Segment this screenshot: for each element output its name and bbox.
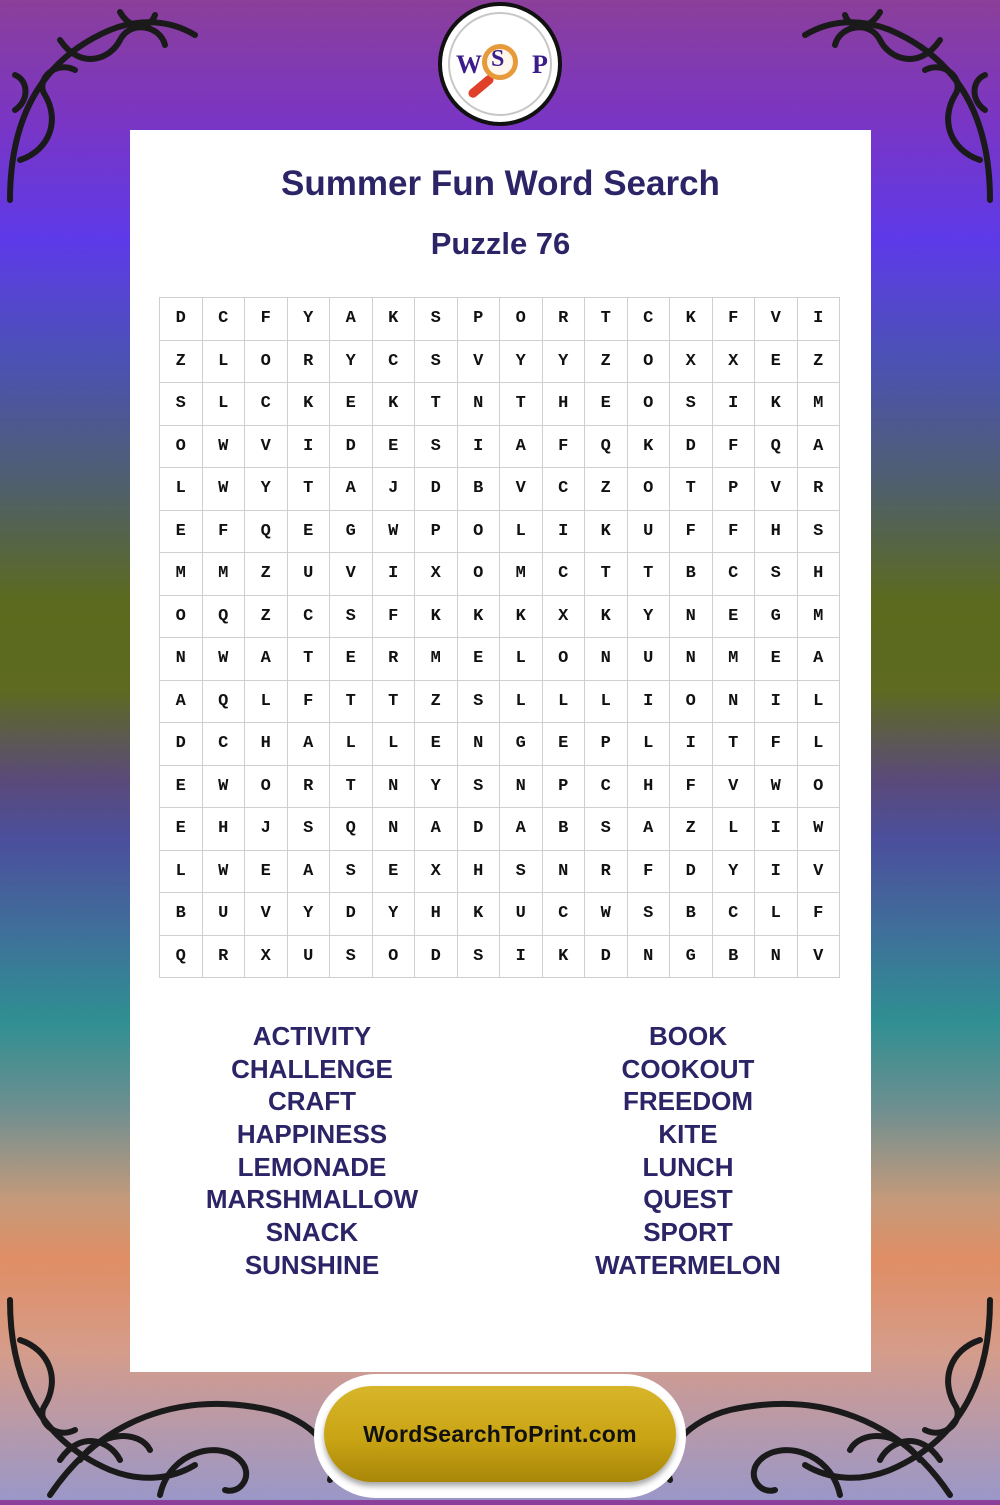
grid-cell[interactable]: F bbox=[288, 681, 331, 724]
grid-cell[interactable]: Q bbox=[160, 936, 203, 979]
word-item: BOOK bbox=[649, 1021, 727, 1051]
word-list-left bbox=[147, 1020, 477, 1282]
grid-cell[interactable]: L bbox=[203, 341, 246, 384]
word-item: MARSHMALLOW bbox=[205, 1184, 419, 1215]
grid-cell[interactable]: S bbox=[798, 511, 841, 554]
grid-cell[interactable]: A bbox=[628, 808, 671, 851]
grid-cell[interactable]: E bbox=[160, 808, 203, 851]
grid-cell[interactable]: M bbox=[203, 553, 246, 596]
grid-cell[interactable]: P bbox=[585, 723, 628, 766]
grid-cell[interactable]: E bbox=[373, 851, 416, 894]
grid-cell[interactable]: F bbox=[373, 596, 416, 639]
grid-cell[interactable]: W bbox=[373, 511, 416, 554]
grid-cell[interactable]: C bbox=[585, 766, 628, 809]
page-title: Summer Fun Word Search bbox=[281, 164, 720, 203]
grid-cell[interactable]: O bbox=[500, 298, 543, 341]
grid-cell[interactable]: L bbox=[330, 723, 373, 766]
grid-cell[interactable]: N bbox=[628, 936, 671, 979]
grid-cell[interactable]: K bbox=[415, 596, 458, 639]
grid-cell[interactable]: Z bbox=[798, 341, 841, 384]
word-item: HAPPINESS bbox=[236, 1119, 388, 1150]
grid-cell[interactable]: U bbox=[628, 638, 671, 681]
grid-cell[interactable]: R bbox=[585, 851, 628, 894]
grid-cell[interactable]: D bbox=[330, 893, 373, 936]
site-badge-frame bbox=[314, 1374, 686, 1498]
grid-cell[interactable]: S bbox=[330, 851, 373, 894]
grid-cell[interactable]: L bbox=[500, 511, 543, 554]
grid-cell[interactable]: E bbox=[543, 723, 586, 766]
grid-cell[interactable]: O bbox=[670, 681, 713, 724]
grid-cell[interactable]: V bbox=[713, 766, 756, 809]
grid-cell[interactable]: H bbox=[415, 893, 458, 936]
grid-cell[interactable]: A bbox=[330, 298, 373, 341]
grid-cell[interactable]: N bbox=[500, 766, 543, 809]
grid-cell[interactable]: W bbox=[798, 808, 841, 851]
grid-cell[interactable]: R bbox=[798, 468, 841, 511]
grid-cell[interactable]: Z bbox=[415, 681, 458, 724]
grid-cell[interactable]: Z bbox=[670, 808, 713, 851]
grid-cell[interactable]: V bbox=[500, 468, 543, 511]
grid-cell[interactable]: I bbox=[543, 511, 586, 554]
word-item: CRAFT bbox=[267, 1086, 357, 1117]
grid-cell[interactable]: H bbox=[245, 723, 288, 766]
grid-cell[interactable]: L bbox=[245, 681, 288, 724]
grid-cell[interactable]: A bbox=[288, 851, 331, 894]
grid-cell[interactable]: F bbox=[670, 766, 713, 809]
grid-cell[interactable]: B bbox=[670, 893, 713, 936]
grid-cell[interactable]: K bbox=[373, 298, 416, 341]
grid-cell[interactable]: C bbox=[373, 341, 416, 384]
grid-cell[interactable]: I bbox=[755, 681, 798, 724]
grid-cell[interactable]: E bbox=[160, 511, 203, 554]
word-item: LEMONADE bbox=[237, 1151, 387, 1182]
grid-cell[interactable]: N bbox=[458, 383, 501, 426]
grid-cell[interactable]: D bbox=[670, 851, 713, 894]
grid-cell[interactable]: Z bbox=[585, 341, 628, 384]
grid-cell[interactable]: T bbox=[585, 553, 628, 596]
grid-cell[interactable]: V bbox=[330, 553, 373, 596]
grid-cell[interactable]: G bbox=[755, 596, 798, 639]
grid-cell[interactable]: H bbox=[755, 511, 798, 554]
logo-letter-w: W bbox=[456, 50, 482, 79]
grid-cell[interactable]: R bbox=[288, 766, 331, 809]
grid-cell[interactable]: Q bbox=[330, 808, 373, 851]
grid-cell[interactable]: P bbox=[543, 766, 586, 809]
grid-cell[interactable]: I bbox=[798, 298, 841, 341]
grid-cell[interactable]: W bbox=[203, 468, 246, 511]
grid-cell[interactable]: N bbox=[373, 808, 416, 851]
grid-cell[interactable]: O bbox=[160, 426, 203, 469]
grid-cell[interactable]: S bbox=[458, 936, 501, 979]
grid-cell[interactable]: S bbox=[585, 808, 628, 851]
grid-cell[interactable]: K bbox=[543, 936, 586, 979]
grid-cell[interactable]: Q bbox=[203, 596, 246, 639]
grid-cell[interactable]: N bbox=[585, 638, 628, 681]
grid-cell[interactable]: X bbox=[415, 851, 458, 894]
grid-cell[interactable]: F bbox=[245, 298, 288, 341]
grid-cell[interactable]: V bbox=[245, 893, 288, 936]
grid-cell[interactable]: H bbox=[458, 851, 501, 894]
grid-cell[interactable]: S bbox=[330, 596, 373, 639]
grid-cell[interactable]: N bbox=[713, 681, 756, 724]
grid-cell[interactable]: M bbox=[500, 553, 543, 596]
logo-letter-p: P bbox=[532, 50, 548, 79]
grid-cell[interactable]: Y bbox=[543, 341, 586, 384]
grid-cell[interactable]: T bbox=[288, 638, 331, 681]
grid-cell[interactable]: E bbox=[755, 341, 798, 384]
grid-cell[interactable]: L bbox=[713, 808, 756, 851]
grid-cell[interactable]: V bbox=[245, 426, 288, 469]
grid-cell[interactable]: J bbox=[245, 808, 288, 851]
grid-cell[interactable]: A bbox=[245, 638, 288, 681]
grid-cell[interactable]: E bbox=[160, 766, 203, 809]
grid-cell[interactable]: D bbox=[160, 723, 203, 766]
grid-cell[interactable]: L bbox=[628, 723, 671, 766]
grid-cell[interactable]: K bbox=[585, 596, 628, 639]
grid-cell[interactable]: D bbox=[415, 936, 458, 979]
grid-cell[interactable]: D bbox=[330, 426, 373, 469]
grid-cell[interactable]: O bbox=[798, 766, 841, 809]
logo-letter-s: S bbox=[491, 46, 505, 72]
grid-cell[interactable]: S bbox=[288, 808, 331, 851]
grid-cell[interactable]: C bbox=[543, 468, 586, 511]
grid-cell[interactable]: N bbox=[543, 851, 586, 894]
letter-grid bbox=[159, 297, 840, 978]
grid-cell[interactable]: W bbox=[203, 851, 246, 894]
grid-cell[interactable]: T bbox=[373, 681, 416, 724]
grid-cell[interactable]: A bbox=[415, 808, 458, 851]
word-item: LUNCH bbox=[642, 1151, 734, 1182]
grid-cell[interactable]: Y bbox=[713, 851, 756, 894]
grid-cell[interactable]: M bbox=[713, 638, 756, 681]
grid-cell[interactable]: Q bbox=[755, 426, 798, 469]
grid-cell[interactable]: E bbox=[585, 383, 628, 426]
grid-cell[interactable]: G bbox=[670, 936, 713, 979]
grid-cell[interactable]: Z bbox=[585, 468, 628, 511]
grid-cell[interactable]: N bbox=[755, 936, 798, 979]
grid-cell[interactable]: O bbox=[458, 511, 501, 554]
grid-cell[interactable]: U bbox=[500, 893, 543, 936]
grid-cell[interactable]: E bbox=[245, 851, 288, 894]
grid-cell[interactable]: O bbox=[245, 766, 288, 809]
grid-cell[interactable]: A bbox=[798, 638, 841, 681]
grid-cell[interactable]: I bbox=[628, 681, 671, 724]
grid-cell[interactable]: Z bbox=[245, 553, 288, 596]
grid-cell[interactable]: T bbox=[670, 468, 713, 511]
grid-cell[interactable]: T bbox=[500, 383, 543, 426]
grid-cell[interactable]: U bbox=[288, 553, 331, 596]
word-list-right bbox=[523, 1020, 853, 1282]
grid-cell[interactable]: D bbox=[458, 808, 501, 851]
grid-cell[interactable]: M bbox=[798, 596, 841, 639]
grid-cell[interactable]: T bbox=[415, 383, 458, 426]
grid-cell[interactable]: F bbox=[670, 511, 713, 554]
grid-cell[interactable]: D bbox=[415, 468, 458, 511]
grid-cell[interactable]: U bbox=[203, 893, 246, 936]
grid-cell[interactable]: K bbox=[288, 383, 331, 426]
grid-cell[interactable]: W bbox=[585, 893, 628, 936]
grid-cell[interactable]: E bbox=[330, 638, 373, 681]
grid-cell[interactable]: K bbox=[670, 298, 713, 341]
grid-cell[interactable]: Z bbox=[160, 341, 203, 384]
grid-cell[interactable]: F bbox=[713, 511, 756, 554]
grid-cell[interactable]: I bbox=[755, 808, 798, 851]
grid-cell[interactable]: J bbox=[373, 468, 416, 511]
grid-cell[interactable]: D bbox=[585, 936, 628, 979]
grid-cell[interactable]: C bbox=[203, 723, 246, 766]
grid-cell[interactable]: I bbox=[288, 426, 331, 469]
grid-cell[interactable]: L bbox=[160, 468, 203, 511]
grid-cell[interactable]: Y bbox=[500, 341, 543, 384]
grid-cell[interactable]: S bbox=[330, 936, 373, 979]
grid-cell[interactable]: T bbox=[330, 766, 373, 809]
grid-cell[interactable]: X bbox=[670, 341, 713, 384]
puzzle-number: Puzzle 76 bbox=[430, 226, 571, 261]
grid-cell[interactable]: W bbox=[203, 638, 246, 681]
grid-cell[interactable]: R bbox=[203, 936, 246, 979]
puzzle-card bbox=[130, 130, 871, 1372]
grid-cell[interactable]: C bbox=[543, 553, 586, 596]
grid-cell[interactable]: N bbox=[670, 638, 713, 681]
grid-cell[interactable]: T bbox=[628, 553, 671, 596]
grid-cell[interactable]: Y bbox=[288, 893, 331, 936]
grid-cell[interactable]: T bbox=[288, 468, 331, 511]
grid-cell[interactable]: L bbox=[755, 893, 798, 936]
grid-cell[interactable]: F bbox=[628, 851, 671, 894]
grid-cell[interactable]: O bbox=[458, 553, 501, 596]
grid-cell[interactable]: B bbox=[160, 893, 203, 936]
wsp-logo bbox=[438, 2, 562, 126]
grid-cell[interactable]: N bbox=[670, 596, 713, 639]
word-item: KITE bbox=[658, 1119, 718, 1150]
grid-cell[interactable]: O bbox=[628, 383, 671, 426]
grid-cell[interactable]: K bbox=[500, 596, 543, 639]
grid-cell[interactable]: I bbox=[458, 426, 501, 469]
grid-cell[interactable]: E bbox=[415, 723, 458, 766]
grid-cell[interactable]: S bbox=[458, 766, 501, 809]
grid-cell[interactable]: Y bbox=[373, 893, 416, 936]
grid-cell[interactable]: F bbox=[755, 723, 798, 766]
grid-cell[interactable]: M bbox=[160, 553, 203, 596]
grid-cell[interactable]: L bbox=[160, 851, 203, 894]
grid-cell[interactable]: A bbox=[500, 426, 543, 469]
word-item: WATERMELON bbox=[595, 1249, 781, 1280]
grid-cell[interactable]: W bbox=[755, 766, 798, 809]
word-item: QUEST bbox=[643, 1184, 733, 1215]
grid-cell[interactable]: G bbox=[500, 723, 543, 766]
grid-cell[interactable]: L bbox=[798, 681, 841, 724]
grid-cell[interactable]: Y bbox=[415, 766, 458, 809]
grid-cell[interactable]: D bbox=[160, 298, 203, 341]
grid-cell[interactable]: Y bbox=[330, 341, 373, 384]
grid-cell[interactable]: S bbox=[415, 298, 458, 341]
grid-cell[interactable]: R bbox=[543, 298, 586, 341]
grid-cell[interactable]: Z bbox=[245, 596, 288, 639]
grid-cell[interactable]: C bbox=[628, 298, 671, 341]
grid-cell[interactable]: L bbox=[500, 681, 543, 724]
grid-cell[interactable]: S bbox=[415, 341, 458, 384]
grid-cell[interactable]: E bbox=[755, 638, 798, 681]
grid-cell[interactable]: X bbox=[415, 553, 458, 596]
grid-cell[interactable]: H bbox=[798, 553, 841, 596]
grid-cell[interactable]: C bbox=[713, 553, 756, 596]
grid-cell[interactable]: S bbox=[415, 426, 458, 469]
grid-cell[interactable]: O bbox=[543, 638, 586, 681]
grid-cell[interactable]: A bbox=[288, 723, 331, 766]
grid-cell[interactable]: N bbox=[160, 638, 203, 681]
grid-cell[interactable]: I bbox=[500, 936, 543, 979]
grid-cell[interactable]: H bbox=[203, 808, 246, 851]
grid-cell[interactable]: F bbox=[203, 511, 246, 554]
grid-cell[interactable]: E bbox=[458, 638, 501, 681]
grid-cell[interactable]: X bbox=[245, 936, 288, 979]
grid-cell[interactable]: P bbox=[458, 298, 501, 341]
word-item: FREEDOM bbox=[623, 1086, 753, 1117]
grid-cell[interactable]: W bbox=[203, 426, 246, 469]
grid-cell[interactable]: C bbox=[203, 298, 246, 341]
grid-cell[interactable]: V bbox=[755, 298, 798, 341]
grid-cell[interactable]: A bbox=[330, 468, 373, 511]
grid-cell[interactable]: D bbox=[670, 426, 713, 469]
grid-cell[interactable]: L bbox=[798, 723, 841, 766]
grid-cell[interactable]: N bbox=[373, 766, 416, 809]
grid-cell[interactable]: S bbox=[458, 681, 501, 724]
grid-cell[interactable]: T bbox=[330, 681, 373, 724]
grid-cell[interactable]: O bbox=[373, 936, 416, 979]
grid-cell[interactable]: L bbox=[500, 638, 543, 681]
grid-cell[interactable]: B bbox=[458, 468, 501, 511]
grid-cell[interactable]: K bbox=[585, 511, 628, 554]
grid-cell[interactable]: M bbox=[415, 638, 458, 681]
grid-cell[interactable]: L bbox=[585, 681, 628, 724]
grid-cell[interactable]: F bbox=[543, 426, 586, 469]
grid-cell[interactable]: E bbox=[330, 383, 373, 426]
grid-cell[interactable]: O bbox=[628, 341, 671, 384]
grid-cell[interactable]: F bbox=[713, 298, 756, 341]
grid-cell[interactable]: L bbox=[203, 383, 246, 426]
word-item: SUNSHINE bbox=[244, 1249, 380, 1280]
grid-cell[interactable]: H bbox=[628, 766, 671, 809]
grid-cell[interactable]: B bbox=[713, 936, 756, 979]
grid-cell[interactable]: I bbox=[755, 851, 798, 894]
grid-cell[interactable]: W bbox=[203, 766, 246, 809]
grid-cell[interactable]: V bbox=[798, 851, 841, 894]
grid-cell[interactable]: L bbox=[543, 681, 586, 724]
grid-cell[interactable]: X bbox=[713, 341, 756, 384]
grid-cell[interactable]: O bbox=[160, 596, 203, 639]
grid-cell[interactable]: S bbox=[755, 553, 798, 596]
grid-cell[interactable]: E bbox=[713, 596, 756, 639]
grid-cell[interactable]: Y bbox=[628, 596, 671, 639]
grid-cell[interactable]: K bbox=[458, 893, 501, 936]
grid-cell[interactable]: V bbox=[798, 936, 841, 979]
grid-cell[interactable]: E bbox=[373, 426, 416, 469]
grid-cell[interactable]: O bbox=[628, 468, 671, 511]
grid-cell[interactable]: B bbox=[543, 808, 586, 851]
grid-cell[interactable]: K bbox=[458, 596, 501, 639]
grid-cell[interactable]: U bbox=[628, 511, 671, 554]
grid-cell[interactable]: C bbox=[245, 383, 288, 426]
word-item: CHALLENGE bbox=[231, 1053, 393, 1084]
grid-cell[interactable]: A bbox=[500, 808, 543, 851]
site-badge[interactable]: WordSearchToPrint.com bbox=[324, 1386, 676, 1482]
word-item: SPORT bbox=[643, 1217, 733, 1248]
grid-cell[interactable]: V bbox=[458, 341, 501, 384]
grid-cell[interactable]: O bbox=[245, 341, 288, 384]
grid-cell[interactable]: P bbox=[415, 511, 458, 554]
grid-cell[interactable]: I bbox=[713, 383, 756, 426]
grid-cell[interactable]: S bbox=[670, 383, 713, 426]
grid-cell[interactable]: S bbox=[500, 851, 543, 894]
grid-cell[interactable]: I bbox=[373, 553, 416, 596]
grid-cell[interactable]: Q bbox=[585, 426, 628, 469]
grid-cell[interactable]: M bbox=[798, 383, 841, 426]
grid-cell[interactable]: F bbox=[798, 893, 841, 936]
grid-cell[interactable]: S bbox=[628, 893, 671, 936]
grid-cell[interactable]: V bbox=[755, 468, 798, 511]
word-item: ACTIVITY bbox=[252, 1021, 372, 1051]
grid-cell[interactable]: R bbox=[288, 341, 331, 384]
grid-cell[interactable]: T bbox=[713, 723, 756, 766]
grid-cell[interactable]: U bbox=[288, 936, 331, 979]
grid-cell[interactable]: T bbox=[585, 298, 628, 341]
grid-cell[interactable]: Y bbox=[288, 298, 331, 341]
grid-cell[interactable]: K bbox=[373, 383, 416, 426]
grid-cell[interactable]: R bbox=[373, 638, 416, 681]
grid-cell[interactable]: L bbox=[373, 723, 416, 766]
grid-cell[interactable]: X bbox=[543, 596, 586, 639]
grid-cell[interactable]: K bbox=[755, 383, 798, 426]
grid-cell[interactable]: Y bbox=[245, 468, 288, 511]
grid-cell[interactable]: C bbox=[713, 893, 756, 936]
grid-cell[interactable]: C bbox=[288, 596, 331, 639]
grid-cell[interactable]: Q bbox=[203, 681, 246, 724]
grid-cell[interactable]: P bbox=[713, 468, 756, 511]
grid-cell[interactable]: N bbox=[458, 723, 501, 766]
grid-cell[interactable]: A bbox=[160, 681, 203, 724]
grid-cell[interactable]: K bbox=[628, 426, 671, 469]
grid-cell[interactable]: Q bbox=[245, 511, 288, 554]
grid-cell[interactable]: G bbox=[330, 511, 373, 554]
grid-cell[interactable]: H bbox=[543, 383, 586, 426]
grid-cell[interactable]: E bbox=[288, 511, 331, 554]
grid-cell[interactable]: A bbox=[798, 426, 841, 469]
grid-cell[interactable]: B bbox=[670, 553, 713, 596]
grid-cell[interactable]: C bbox=[543, 893, 586, 936]
word-item: COOKOUT bbox=[621, 1053, 755, 1084]
grid-cell[interactable]: F bbox=[713, 426, 756, 469]
grid-cell[interactable]: I bbox=[670, 723, 713, 766]
word-item: SNACK bbox=[265, 1217, 359, 1248]
grid-cell[interactable]: S bbox=[160, 383, 203, 426]
